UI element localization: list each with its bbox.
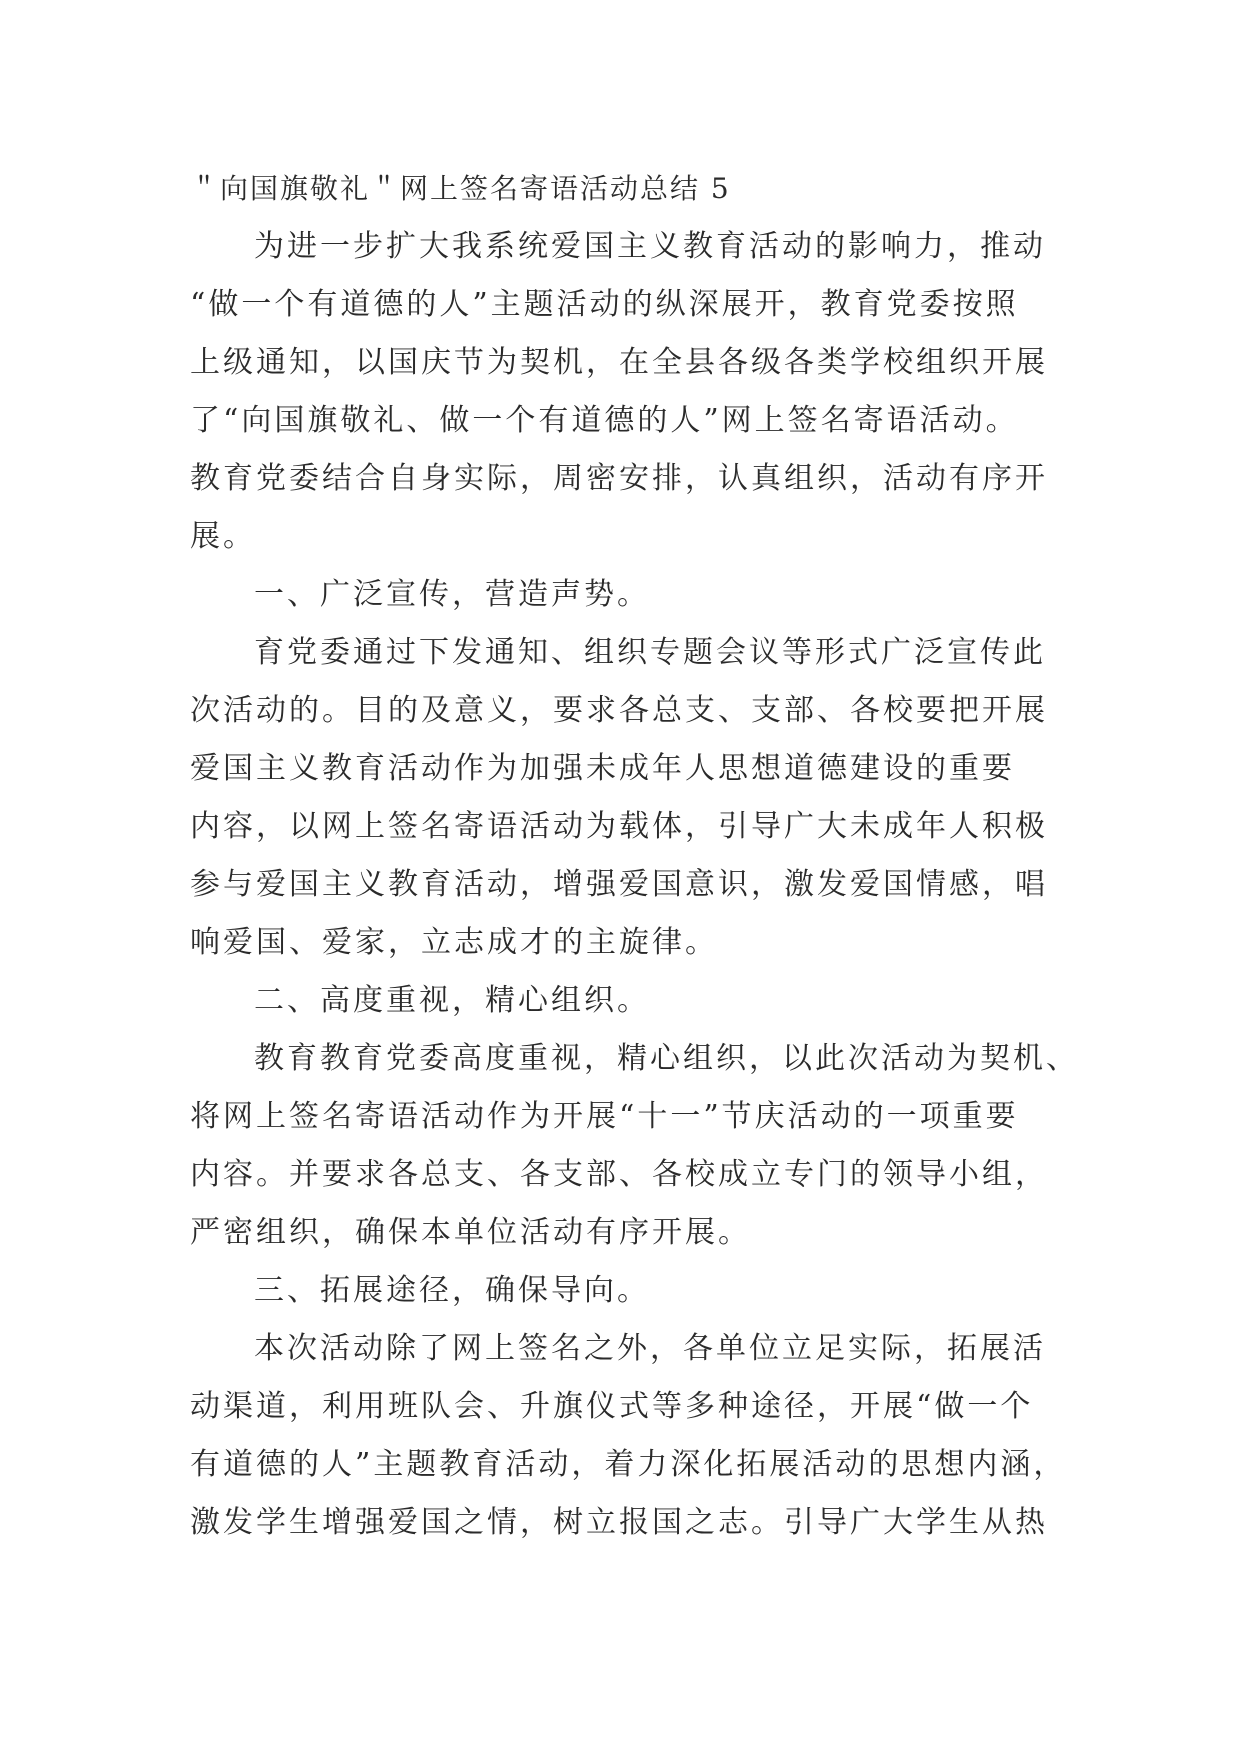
body-line: 有道德的人”主题教育活动，着力深化拓展活动的思想内涵， xyxy=(190,1447,1067,1482)
body-line: 育党委通过下发通知、组织专题会议等形式广泛宣传此 xyxy=(254,635,1046,670)
body-line: 展。 xyxy=(190,519,256,554)
body-line: 教育党委结合自身实际，周密安排，认真组织，活动有序开 xyxy=(190,461,1048,496)
body-line: 了“向国旗敬礼、做一个有道德的人”网上签名寄语活动。 xyxy=(190,403,1019,438)
body-line: 参与爱国主义教育活动，增强爱国意识，激发爱国情感，唱 xyxy=(190,867,1048,902)
body-line: 内容。并要求各总支、各支部、各校成立专门的领导小组， xyxy=(190,1157,1048,1192)
document-title: ＂向国旗敬礼＂网上签名寄语活动总结 5 xyxy=(190,172,731,205)
body-line: 爱国主义教育活动作为加强未成年人思想道德建设的重要 xyxy=(190,751,1015,786)
document-body xyxy=(190,160,1079,1552)
body-line: 响爱国、爱家，立志成才的主旋律。 xyxy=(190,925,718,960)
body-line: 激发学生增强爱国之情，树立报国之志。引导广大学生从热 xyxy=(190,1505,1048,1540)
body-line: 本次活动除了网上签名之外，各单位立足实际，拓展活 xyxy=(254,1331,1046,1366)
body-line: 教育教育党委高度重视，精心组织，以此次活动为契机、 xyxy=(254,1041,1079,1076)
body-line: 将网上签名寄语活动作为开展“十一”节庆活动的一项重要 xyxy=(190,1099,1019,1134)
section-heading-2: 二、高度重视，精心组织。 xyxy=(254,983,650,1018)
body-line: 为进一步扩大我系统爱国主义教育活动的影响力，推动 xyxy=(254,229,1046,264)
body-line: 严密组织，确保本单位活动有序开展。 xyxy=(190,1215,751,1250)
section-heading-1: 一、广泛宣传，营造声势。 xyxy=(254,577,650,612)
body-line: 动渠道，利用班队会、升旗仪式等多种途径，开展“做一个 xyxy=(190,1389,1034,1424)
body-line: “做一个有道德的人”主题活动的纵深展开，教育党委按照 xyxy=(190,287,1019,322)
section-heading-3: 三、拓展途径，确保导向。 xyxy=(254,1273,650,1308)
body-line: 上级通知，以国庆节为契机，在全县各级各类学校组织开展 xyxy=(190,345,1048,380)
body-line: 内容，以网上签名寄语活动为载体，引导广大未成年人积极 xyxy=(190,809,1048,844)
body-line: 次活动的。目的及意义，要求各总支、支部、各校要把开展 xyxy=(190,693,1048,728)
